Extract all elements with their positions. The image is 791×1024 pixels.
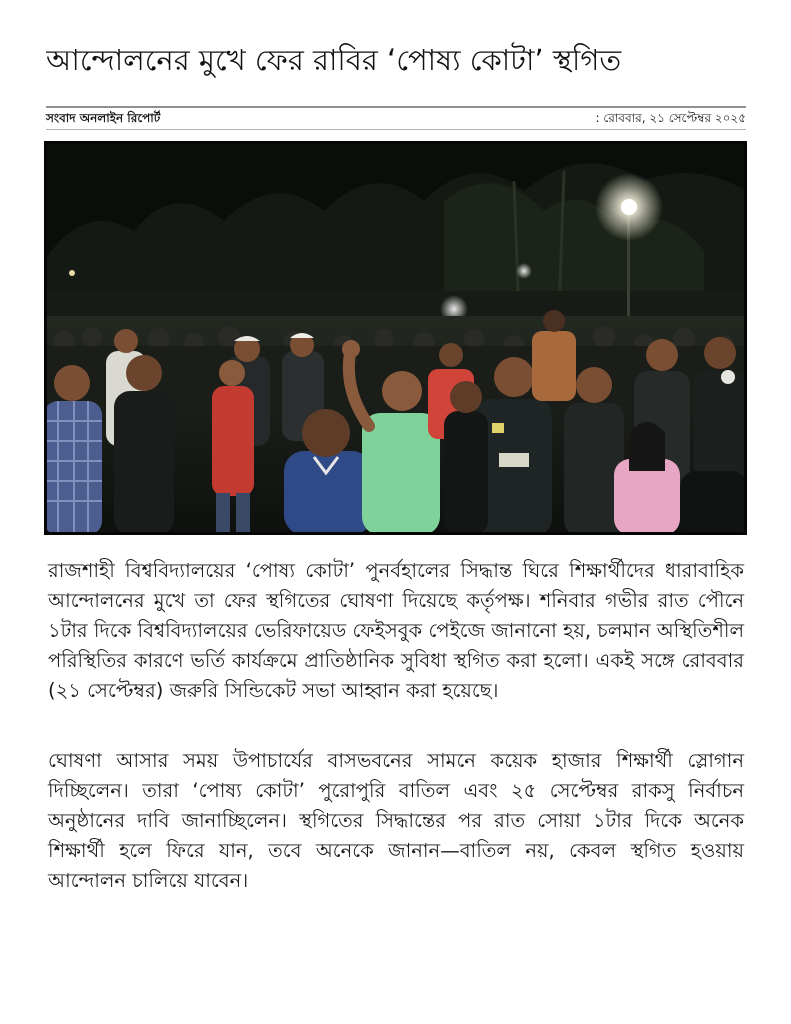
- crowd-night-photo-icon: [44, 141, 747, 535]
- byline-bar: [46, 106, 746, 130]
- article-photo: [44, 141, 747, 535]
- article-body: [48, 556, 744, 896]
- byline-source: সংবাদ অনলাইন রিপোর্ট: [46, 111, 161, 125]
- byline-date: : রোববার, ২১ সেপ্টেম্বর ২০২৫: [595, 111, 746, 125]
- article-paragraph-2: ঘোষণা আসার সময় উপাচার্যের বাসভবনের সামনে কয়েক হাজার শিক্ষার্থী স্লোগান দিচ্ছিলেন। তারা ‘পোষ্য কোটা’ পুরোপুরি বাতিল এবং ২৫ সেপ্টেম্বর রাকসু নির্বাচন অনুষ্ঠানের দাবি জানাচ্ছিলেন। স্থগিতের সিদ্ধান্তের পর রাত সোয়া ১টার দিকে অনেক শিক্ষার্থী হলে ফিরে যান, তবে অনেকে জানান—বাতিল নয়, কেবল স্থগিত হওয়ায় আন্দোলন চালিয়ে যাবেন।: [48, 749, 744, 892]
- article-paragraph-1: রাজশাহী বিশ্ববিদ্যালয়ের ‘পোষ্য কোটা’ পুনর্বহালের সিদ্ধান্ত ঘিরে শিক্ষার্থীদের ধারাবাহিক আন্দোলনের মুখে তা ফের স্থগিতের ঘোষণা দিয়েছে কর্তৃপক্ষ। শনিবার গভীর রাত পৌনে ১টার দিকে বিশ্ববিদ্যালয়ের ভেরিফায়েড ফেইসবুক পেইজে জানানো হয়, চলমান অস্থিতিশীল পরিস্থিতির কারণে ভর্তি কার্যক্রমে প্রাতিষ্ঠানিক সুবিধা স্থগিত করা হলো। একই সঙ্গে রোববার (২১ সেপ্টেম্বর) জরুরি সিন্ডিকেট সভা আহ্বান করা হয়েছে।: [48, 559, 744, 702]
- article-headline: আন্দোলনের মুখে ফের রাবির ‘পোষ্য কোটা’ স্থগিত: [46, 43, 622, 77]
